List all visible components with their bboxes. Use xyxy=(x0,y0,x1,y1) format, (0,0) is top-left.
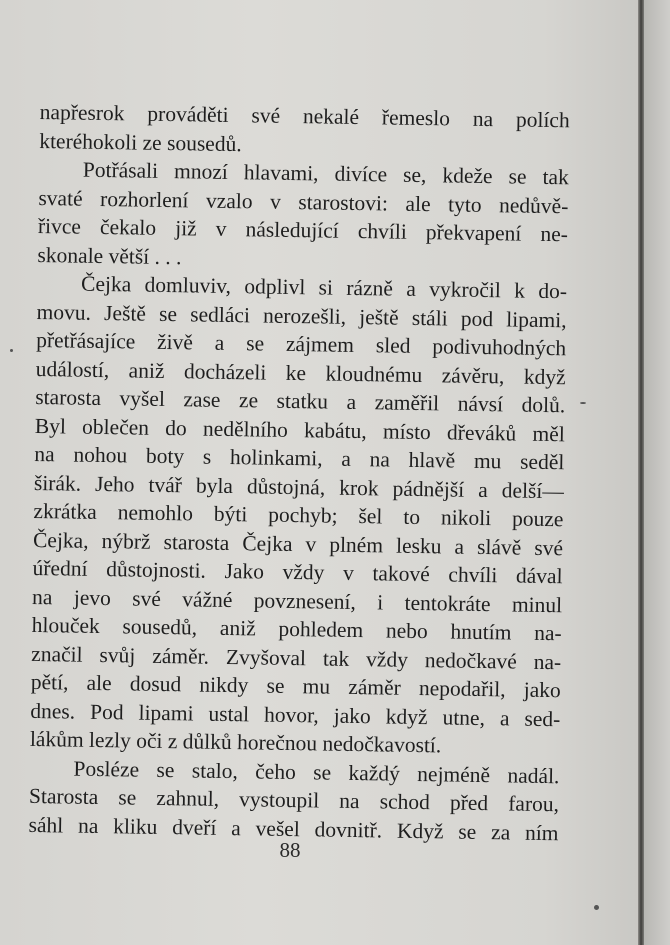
text-line: přetřásajíce živě a se zájmem sled podivuhodných xyxy=(36,327,567,361)
text-line: Potřásali mnozí hlavami, divíce se, kdeže se tak xyxy=(82,157,570,190)
text-line: na jevo své vážné povznesení, i tentokráte minul xyxy=(31,584,563,617)
text-line: movu. Ještě se sedláci nerozešli, ještě stáli pod lipami, xyxy=(36,299,567,332)
text-line: na nohou boty s holinkami, a na hlavě mu seděl xyxy=(34,441,565,475)
text-line: Čejka domluviv, odplivl si rázně a vykročil k do- xyxy=(80,271,568,304)
text-line: značil svůj záměr. Zvyšoval tak vždy nedočkavé na- xyxy=(31,641,562,674)
text-line: hlouček sousedů, aniž pohledem nebo hnutím na- xyxy=(31,612,562,646)
text-line: svaté rozhorlení vzalo v starostovi: ale tyto nedůvě- xyxy=(38,185,569,218)
page-text xyxy=(28,98,570,847)
page-number: 88 xyxy=(279,838,301,862)
text-line: sáhl na kliku dveří a vešel dovnitř. Když se za ním xyxy=(28,812,559,845)
text-line: lákům lezly oči z důlků horečnou nedočkavostí. xyxy=(29,726,442,758)
text-line: pětí, ale dosud nikdy se mu záměr nepodařil, jako xyxy=(30,669,561,703)
paper-speck xyxy=(10,349,13,352)
text-line: zkrátka nemohlo býti pochyb; šel to nikoli pouze xyxy=(33,498,564,532)
text-line: Starosta se zahnul, vystoupil na schod před farou, xyxy=(28,783,560,817)
paper-speck xyxy=(580,402,586,404)
text-line: napřesrok prováděti své nekalé řemeslo na polích xyxy=(39,99,570,133)
text-line: kteréhokoli ze sousedů. xyxy=(39,128,242,156)
text-line: úřední důstojnosti. Jako vždy v takové chvíli dával xyxy=(32,555,563,589)
text-line: Čejka, nýbrž starosta Čejka v plném lesku a slávě své xyxy=(32,527,564,560)
text-line: širák. Jeho tvář byla důstojná, krok pádnější a delší— xyxy=(33,470,565,503)
text-line: řivce čekalo již v následující chvíli překvapení ne- xyxy=(37,213,569,247)
text-line: Byl oblečen do nedělního kabátu, místo dřeváků měl xyxy=(34,413,565,446)
text-line: Posléze se stalo, čeho se každý nejméně nadál. xyxy=(73,756,560,788)
text-line: dnes. Pod lipami ustal hovor, jako když utne, a sed- xyxy=(30,698,561,731)
text-line: starosta vyšel zase ze statku a zaměřil návsí dolů. xyxy=(35,384,566,418)
text-line: skonale větší . . . xyxy=(37,242,182,269)
adjacent-page-edge xyxy=(644,0,670,945)
text-line: událostí, aniž docházeli ke kloudnému závěru, když xyxy=(35,356,566,389)
paper-speck xyxy=(594,905,599,910)
